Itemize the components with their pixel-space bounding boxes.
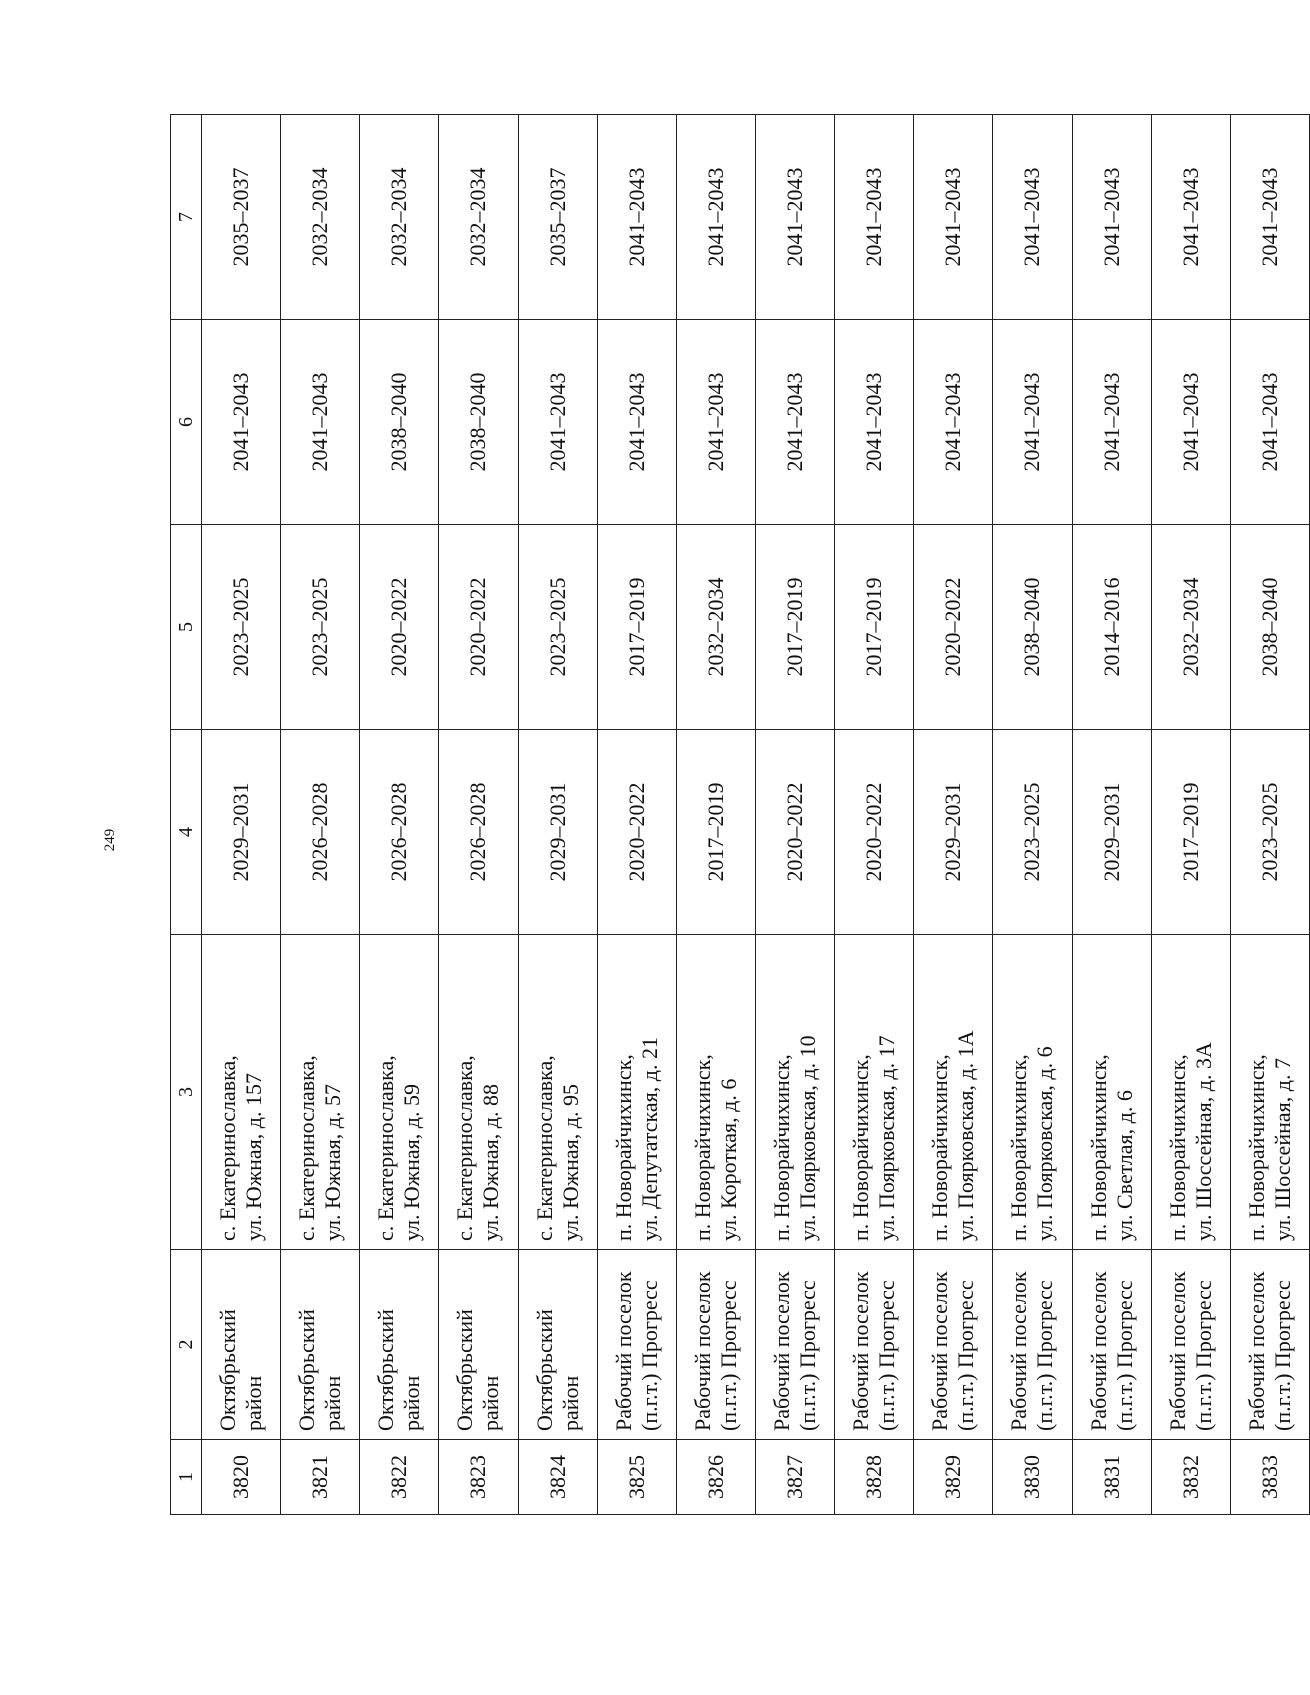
period-cell-7: 2041–2043: [993, 115, 1072, 320]
district-line: Рабочий поселок: [1243, 1271, 1269, 1431]
period-cell-5: 2023–2025: [281, 525, 360, 730]
district-cell: [1151, 1250, 1230, 1440]
address-line: с. Екатеринославка,: [294, 1055, 320, 1241]
period-cell-5: 2038–2040: [993, 525, 1072, 730]
period-cell-5: 2020–2022: [360, 525, 439, 730]
address-cell: [597, 935, 676, 1250]
address-cell: [518, 935, 597, 1250]
period-cell-4: 2029–2031: [518, 730, 597, 935]
table-row: [202, 115, 281, 1515]
district-cell: [360, 1250, 439, 1440]
row-number-cell: 3832: [1151, 1440, 1230, 1515]
period-cell-5: 2017–2019: [755, 525, 834, 730]
period-cell-6: 2041–2043: [1072, 320, 1151, 525]
address-line: п. Новорайчихинск,: [610, 1054, 636, 1241]
period-cell-4: 2029–2031: [1072, 730, 1151, 935]
address-line: с. Екатеринославка,: [452, 1055, 478, 1241]
table-row: [755, 115, 834, 1515]
address-line: п. Новорайчихинск,: [1006, 1054, 1032, 1241]
address-cell: [755, 935, 834, 1250]
period-cell-4: 2020–2022: [597, 730, 676, 935]
period-cell-5: 2032–2034: [676, 525, 755, 730]
period-cell-6: 2038–2040: [439, 320, 518, 525]
address-cell: [1151, 935, 1230, 1250]
address-line: с. Екатеринославка,: [531, 1055, 557, 1241]
address-line: ул. Южная, д. 88: [478, 1084, 504, 1241]
column-header-7: 7: [171, 115, 202, 320]
district-cell: [281, 1250, 360, 1440]
period-cell-4: 2026–2028: [360, 730, 439, 935]
period-cell-5: 2020–2022: [439, 525, 518, 730]
period-cell-7: 2041–2043: [676, 115, 755, 320]
address-cell: [676, 935, 755, 1250]
address-line: п. Новорайчихинск,: [927, 1054, 953, 1241]
period-cell-7: 2041–2043: [1072, 115, 1151, 320]
period-cell-4: 2017–2019: [676, 730, 755, 935]
row-number-cell: 3824: [518, 1440, 597, 1515]
row-number-cell: 3827: [755, 1440, 834, 1515]
table-row: [518, 115, 597, 1515]
address-line: ул. Поярковская, д. 6: [1032, 1046, 1058, 1241]
rotated-table-inner: [170, 115, 1310, 1515]
table-row: [1151, 115, 1230, 1515]
table-row: [993, 115, 1072, 1515]
address-cell: [1230, 935, 1309, 1250]
period-cell-4: 2020–2022: [755, 730, 834, 935]
address-line: п. Новорайчихинск,: [1164, 1054, 1190, 1241]
district-line: (п.г.т.) Прогресс: [1190, 1280, 1216, 1431]
address-cell: [281, 935, 360, 1250]
table-row: [439, 115, 518, 1515]
period-cell-4: 2029–2031: [202, 730, 281, 935]
address-line: ул. Короткая, д. 6: [715, 1078, 741, 1241]
district-cell: [597, 1250, 676, 1440]
period-cell-7: 2041–2043: [1230, 115, 1309, 320]
period-cell-6: 2041–2043: [1151, 320, 1230, 525]
row-number-cell: 3828: [835, 1440, 914, 1515]
district-cell: [1072, 1250, 1151, 1440]
period-cell-6: 2041–2043: [281, 320, 360, 525]
period-cell-7: 2041–2043: [914, 115, 993, 320]
address-line: п. Новорайчихинск,: [1085, 1054, 1111, 1241]
table-row: [597, 115, 676, 1515]
period-cell-7: 2041–2043: [597, 115, 676, 320]
period-cell-4: 2023–2025: [993, 730, 1072, 935]
district-line: район: [557, 1375, 583, 1431]
district-line: район: [399, 1375, 425, 1431]
row-number-cell: 3831: [1072, 1440, 1151, 1515]
district-line: район: [320, 1375, 346, 1431]
table-row: [360, 115, 439, 1515]
address-cell: [360, 935, 439, 1250]
address-cell: [202, 935, 281, 1250]
address-line: ул. Шоссейная, д. 7: [1269, 1058, 1295, 1241]
address-cell: [914, 935, 993, 1250]
table-row: [835, 115, 914, 1515]
address-line: с. Екатеринославка,: [215, 1055, 241, 1241]
row-number-cell: 3833: [1230, 1440, 1309, 1515]
period-cell-7: 2032–2034: [439, 115, 518, 320]
period-cell-6: 2041–2043: [518, 320, 597, 525]
column-header-6: 6: [171, 320, 202, 525]
district-line: Рабочий поселок: [1085, 1271, 1111, 1431]
table-row: [1230, 115, 1309, 1515]
address-line: с. Екатеринославка,: [373, 1055, 399, 1241]
period-cell-6: 2041–2043: [676, 320, 755, 525]
period-cell-6: 2038–2040: [360, 320, 439, 525]
period-cell-4: 2026–2028: [281, 730, 360, 935]
address-line: ул. Шоссейная, д. 3А: [1190, 1042, 1216, 1241]
district-line: (п.г.т.) Прогресс: [795, 1280, 821, 1431]
district-line: (п.г.т.) Прогресс: [1032, 1280, 1058, 1431]
table-body: [202, 115, 1310, 1515]
header-row: [171, 115, 202, 1515]
period-cell-6: 2041–2043: [835, 320, 914, 525]
address-cell: [439, 935, 518, 1250]
period-cell-4: 2023–2025: [1230, 730, 1309, 935]
period-cell-5: 2023–2025: [518, 525, 597, 730]
district-line: Октябрьский: [294, 1309, 320, 1431]
district-line: Рабочий поселок: [1164, 1271, 1190, 1431]
period-cell-5: 2017–2019: [597, 525, 676, 730]
table-row: [914, 115, 993, 1515]
address-cell: [835, 935, 914, 1250]
district-cell: [835, 1250, 914, 1440]
row-number-cell: 3822: [360, 1440, 439, 1515]
district-cell: [518, 1250, 597, 1440]
address-cell: [1072, 935, 1151, 1250]
address-line: ул. Светлая, д. 6: [1111, 1090, 1137, 1241]
period-cell-6: 2041–2043: [914, 320, 993, 525]
period-cell-7: 2032–2034: [281, 115, 360, 320]
column-header-3: 3: [171, 935, 202, 1250]
period-cell-6: 2041–2043: [755, 320, 834, 525]
district-line: Октябрьский: [531, 1309, 557, 1431]
period-cell-5: 2038–2040: [1230, 525, 1309, 730]
district-line: Рабочий поселок: [610, 1271, 636, 1431]
address-line: ул. Поярковская, д. 10: [795, 1035, 821, 1241]
period-cell-4: 2017–2019: [1151, 730, 1230, 935]
district-cell: [914, 1250, 993, 1440]
period-cell-6: 2041–2043: [597, 320, 676, 525]
district-line: (п.г.т.) Прогресс: [715, 1280, 741, 1431]
district-line: (п.г.т.) Прогресс: [1269, 1280, 1295, 1431]
period-cell-7: 2035–2037: [202, 115, 281, 320]
address-line: ул. Южная, д. 59: [399, 1084, 425, 1241]
district-line: Рабочий поселок: [927, 1271, 953, 1431]
district-line: Октябрьский: [215, 1309, 241, 1431]
district-cell: [993, 1250, 1072, 1440]
table-row: [1072, 115, 1151, 1515]
period-cell-5: 2017–2019: [835, 525, 914, 730]
period-cell-6: 2041–2043: [202, 320, 281, 525]
period-cell-5: 2023–2025: [202, 525, 281, 730]
row-number-cell: 3823: [439, 1440, 518, 1515]
address-line: ул. Южная, д. 57: [320, 1084, 346, 1241]
table-row: [281, 115, 360, 1515]
row-number-cell: 3821: [281, 1440, 360, 1515]
district-line: Октябрьский: [373, 1309, 399, 1431]
district-line: (п.г.т.) Прогресс: [953, 1280, 979, 1431]
address-line: п. Новорайчихинск,: [769, 1054, 795, 1241]
address-line: ул. Поярковская, д. 17: [874, 1035, 900, 1241]
district-line: район: [478, 1375, 504, 1431]
period-cell-6: 2041–2043: [1230, 320, 1309, 525]
address-line: ул. Южная, д. 95: [557, 1084, 583, 1241]
period-cell-7: 2035–2037: [518, 115, 597, 320]
column-header-1: 1: [171, 1440, 202, 1515]
address-line: ул. Поярковская, д. 1А: [953, 1030, 979, 1241]
period-cell-7: 2041–2043: [755, 115, 834, 320]
address-line: п. Новорайчихинск,: [848, 1054, 874, 1241]
district-cell: [755, 1250, 834, 1440]
page-number: 249: [102, 828, 118, 852]
period-cell-5: 2020–2022: [914, 525, 993, 730]
district-line: (п.г.т.) Прогресс: [636, 1280, 662, 1431]
column-header-4: 4: [171, 730, 202, 935]
district-line: (п.г.т.) Прогресс: [874, 1280, 900, 1431]
row-number-cell: 3820: [202, 1440, 281, 1515]
district-line: Октябрьский: [452, 1309, 478, 1431]
period-cell-5: 2032–2034: [1151, 525, 1230, 730]
period-cell-7: 2041–2043: [835, 115, 914, 320]
period-cell-6: 2041–2043: [993, 320, 1072, 525]
rotated-table-container: [170, 115, 1310, 1515]
period-cell-4: 2020–2022: [835, 730, 914, 935]
district-line: Рабочий поселок: [769, 1271, 795, 1431]
address-line: ул. Южная, д. 157: [241, 1073, 267, 1241]
row-number-cell: 3830: [993, 1440, 1072, 1515]
district-line: Рабочий поселок: [1006, 1271, 1032, 1431]
district-line: (п.г.т.) Прогресс: [1111, 1280, 1137, 1431]
address-line: п. Новорайчихинск,: [1243, 1054, 1269, 1241]
district-line: Рабочий поселок: [689, 1271, 715, 1431]
data-table: [170, 114, 1310, 1515]
period-cell-4: 2029–2031: [914, 730, 993, 935]
district-line: Рабочий поселок: [848, 1271, 874, 1431]
address-line: п. Новорайчихинск,: [689, 1054, 715, 1241]
row-number-cell: 3826: [676, 1440, 755, 1515]
period-cell-5: 2014–2016: [1072, 525, 1151, 730]
address-cell: [993, 935, 1072, 1250]
period-cell-7: 2041–2043: [1151, 115, 1230, 320]
period-cell-4: 2026–2028: [439, 730, 518, 935]
table-row: [676, 115, 755, 1515]
district-cell: [439, 1250, 518, 1440]
period-cell-7: 2032–2034: [360, 115, 439, 320]
district-cell: [676, 1250, 755, 1440]
district-line: район: [241, 1375, 267, 1431]
district-cell: [202, 1250, 281, 1440]
district-cell: [1230, 1250, 1309, 1440]
row-number-cell: 3829: [914, 1440, 993, 1515]
row-number-cell: 3825: [597, 1440, 676, 1515]
column-header-2: 2: [171, 1250, 202, 1440]
address-line: ул. Депутатская, д. 21: [636, 1037, 662, 1241]
column-header-5: 5: [171, 525, 202, 730]
